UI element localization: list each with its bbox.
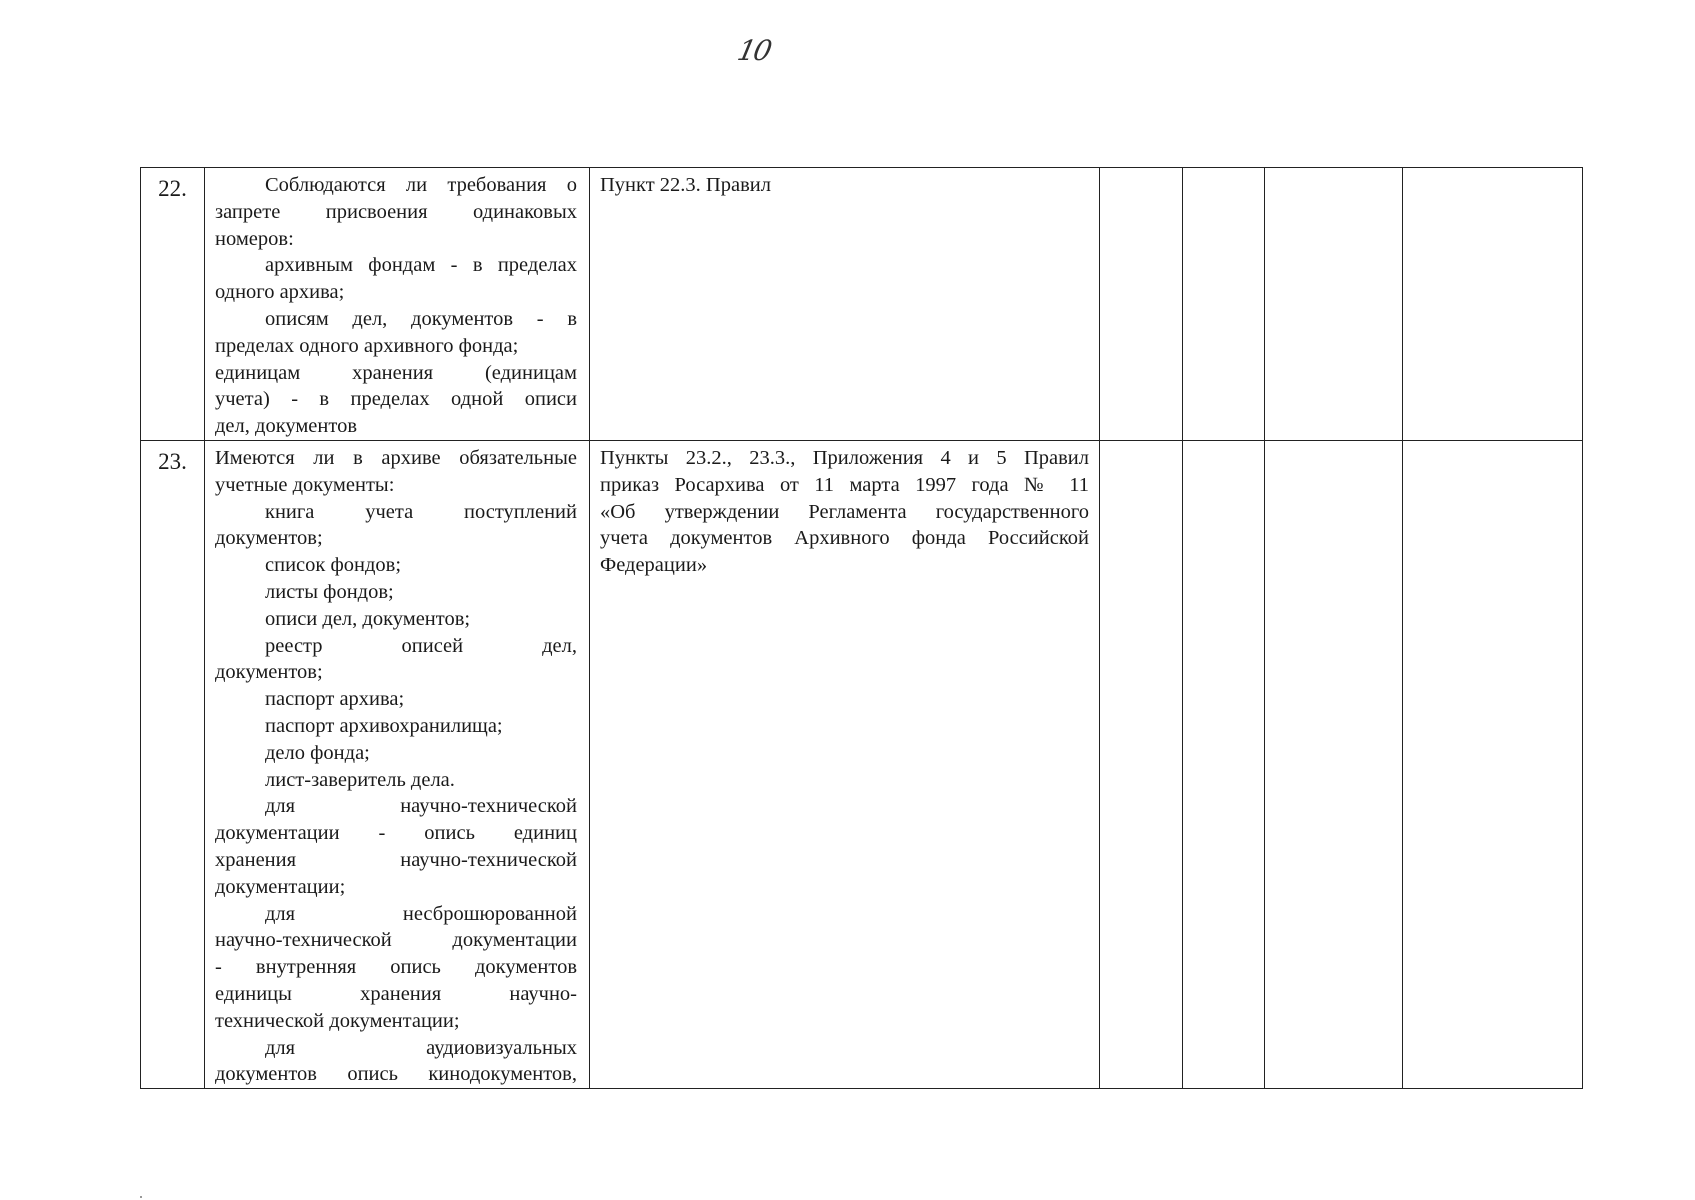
question-line: научно-технической документации bbox=[215, 929, 577, 952]
question-line: книга учета поступлений bbox=[265, 500, 577, 523]
question-line: - внутренняя опись документов bbox=[215, 956, 577, 979]
question-line: технической документации; bbox=[215, 1009, 460, 1032]
question-line: единицам хранения (единицам bbox=[215, 361, 577, 384]
empty-assessment-cell bbox=[1100, 440, 1183, 1088]
question-line: учетные документы: bbox=[215, 473, 395, 496]
table-row bbox=[141, 440, 1583, 1088]
question-line: Имеются ли в архиве обязательные bbox=[215, 446, 577, 469]
question-line: единицы хранения научно- bbox=[215, 982, 577, 1005]
question-cell bbox=[205, 168, 590, 441]
reference-cell bbox=[590, 168, 1100, 441]
empty-assessment-cell bbox=[1100, 168, 1183, 441]
question-line: документации - опись единиц bbox=[215, 822, 577, 845]
question-line: для несброшюрованной bbox=[265, 902, 577, 925]
question-line: пределах одного архивного фонда; bbox=[215, 334, 519, 357]
question-line: учета) - в пределах одной описи bbox=[215, 388, 577, 411]
empty-assessment-cell bbox=[1403, 168, 1583, 441]
reference-line: Пункты 23.2., 23.3., Приложения 4 и 5 Правил bbox=[600, 446, 1089, 469]
reference-line: учета документов Архивного фонда Российской bbox=[600, 527, 1089, 550]
question-line: дел, документов bbox=[215, 415, 357, 438]
question-line: документов опись кинодокументов, bbox=[215, 1063, 577, 1086]
question-line: документов; bbox=[215, 527, 323, 550]
checklist-table bbox=[140, 167, 1583, 1089]
reference-cell bbox=[590, 440, 1100, 1088]
question-line: запрете присвоения одинаковых bbox=[215, 200, 577, 223]
question-line: описи дел, документов; bbox=[265, 607, 471, 630]
row-number-cell: 23. bbox=[141, 440, 205, 1088]
empty-assessment-cell bbox=[1183, 440, 1265, 1088]
table-row bbox=[141, 168, 1583, 441]
question-line: паспорт архива; bbox=[265, 688, 405, 711]
question-line: документации; bbox=[215, 875, 346, 898]
empty-assessment-cell bbox=[1265, 168, 1403, 441]
empty-assessment-cell bbox=[1183, 168, 1265, 441]
question-line: описям дел, документов - в bbox=[265, 307, 577, 330]
question-cell bbox=[205, 440, 590, 1088]
question-line: реестр описей дел, bbox=[265, 634, 577, 657]
table-body bbox=[141, 168, 1583, 1089]
question-line: документов; bbox=[215, 661, 323, 684]
reference-line: «Об утверждении Регламента государственного bbox=[600, 500, 1089, 523]
question-line: одного архива; bbox=[215, 281, 345, 304]
reference-line: Федерации» bbox=[600, 554, 708, 577]
question-line: листы фондов; bbox=[265, 580, 394, 603]
question-line: хранения научно-технической bbox=[215, 848, 577, 871]
question-line: дело фонда; bbox=[265, 741, 370, 764]
question-line: для аудиовизуальных bbox=[265, 1036, 577, 1059]
question-line: Соблюдаются ли требования о bbox=[265, 174, 577, 196]
question-line: паспорт архивохранилища; bbox=[265, 714, 503, 737]
empty-assessment-cell bbox=[1403, 440, 1583, 1088]
question-line: список фондов; bbox=[265, 554, 402, 577]
page-number: 10 bbox=[734, 34, 774, 67]
reference-line: приказ Росархива от 11 марта 1997 года № 11 bbox=[600, 473, 1089, 496]
empty-assessment-cell bbox=[1265, 440, 1403, 1088]
question-line: лист-заверитель дела. bbox=[265, 768, 455, 791]
row-number-cell: 22. bbox=[141, 168, 205, 441]
scan-artifact bbox=[140, 1196, 142, 1198]
question-line: номеров: bbox=[215, 227, 294, 250]
question-line: для научно-технической bbox=[265, 795, 577, 818]
question-line: архивным фондам - в пределах bbox=[265, 254, 577, 277]
reference-line: Пункт 22.3. Правил bbox=[600, 174, 771, 196]
